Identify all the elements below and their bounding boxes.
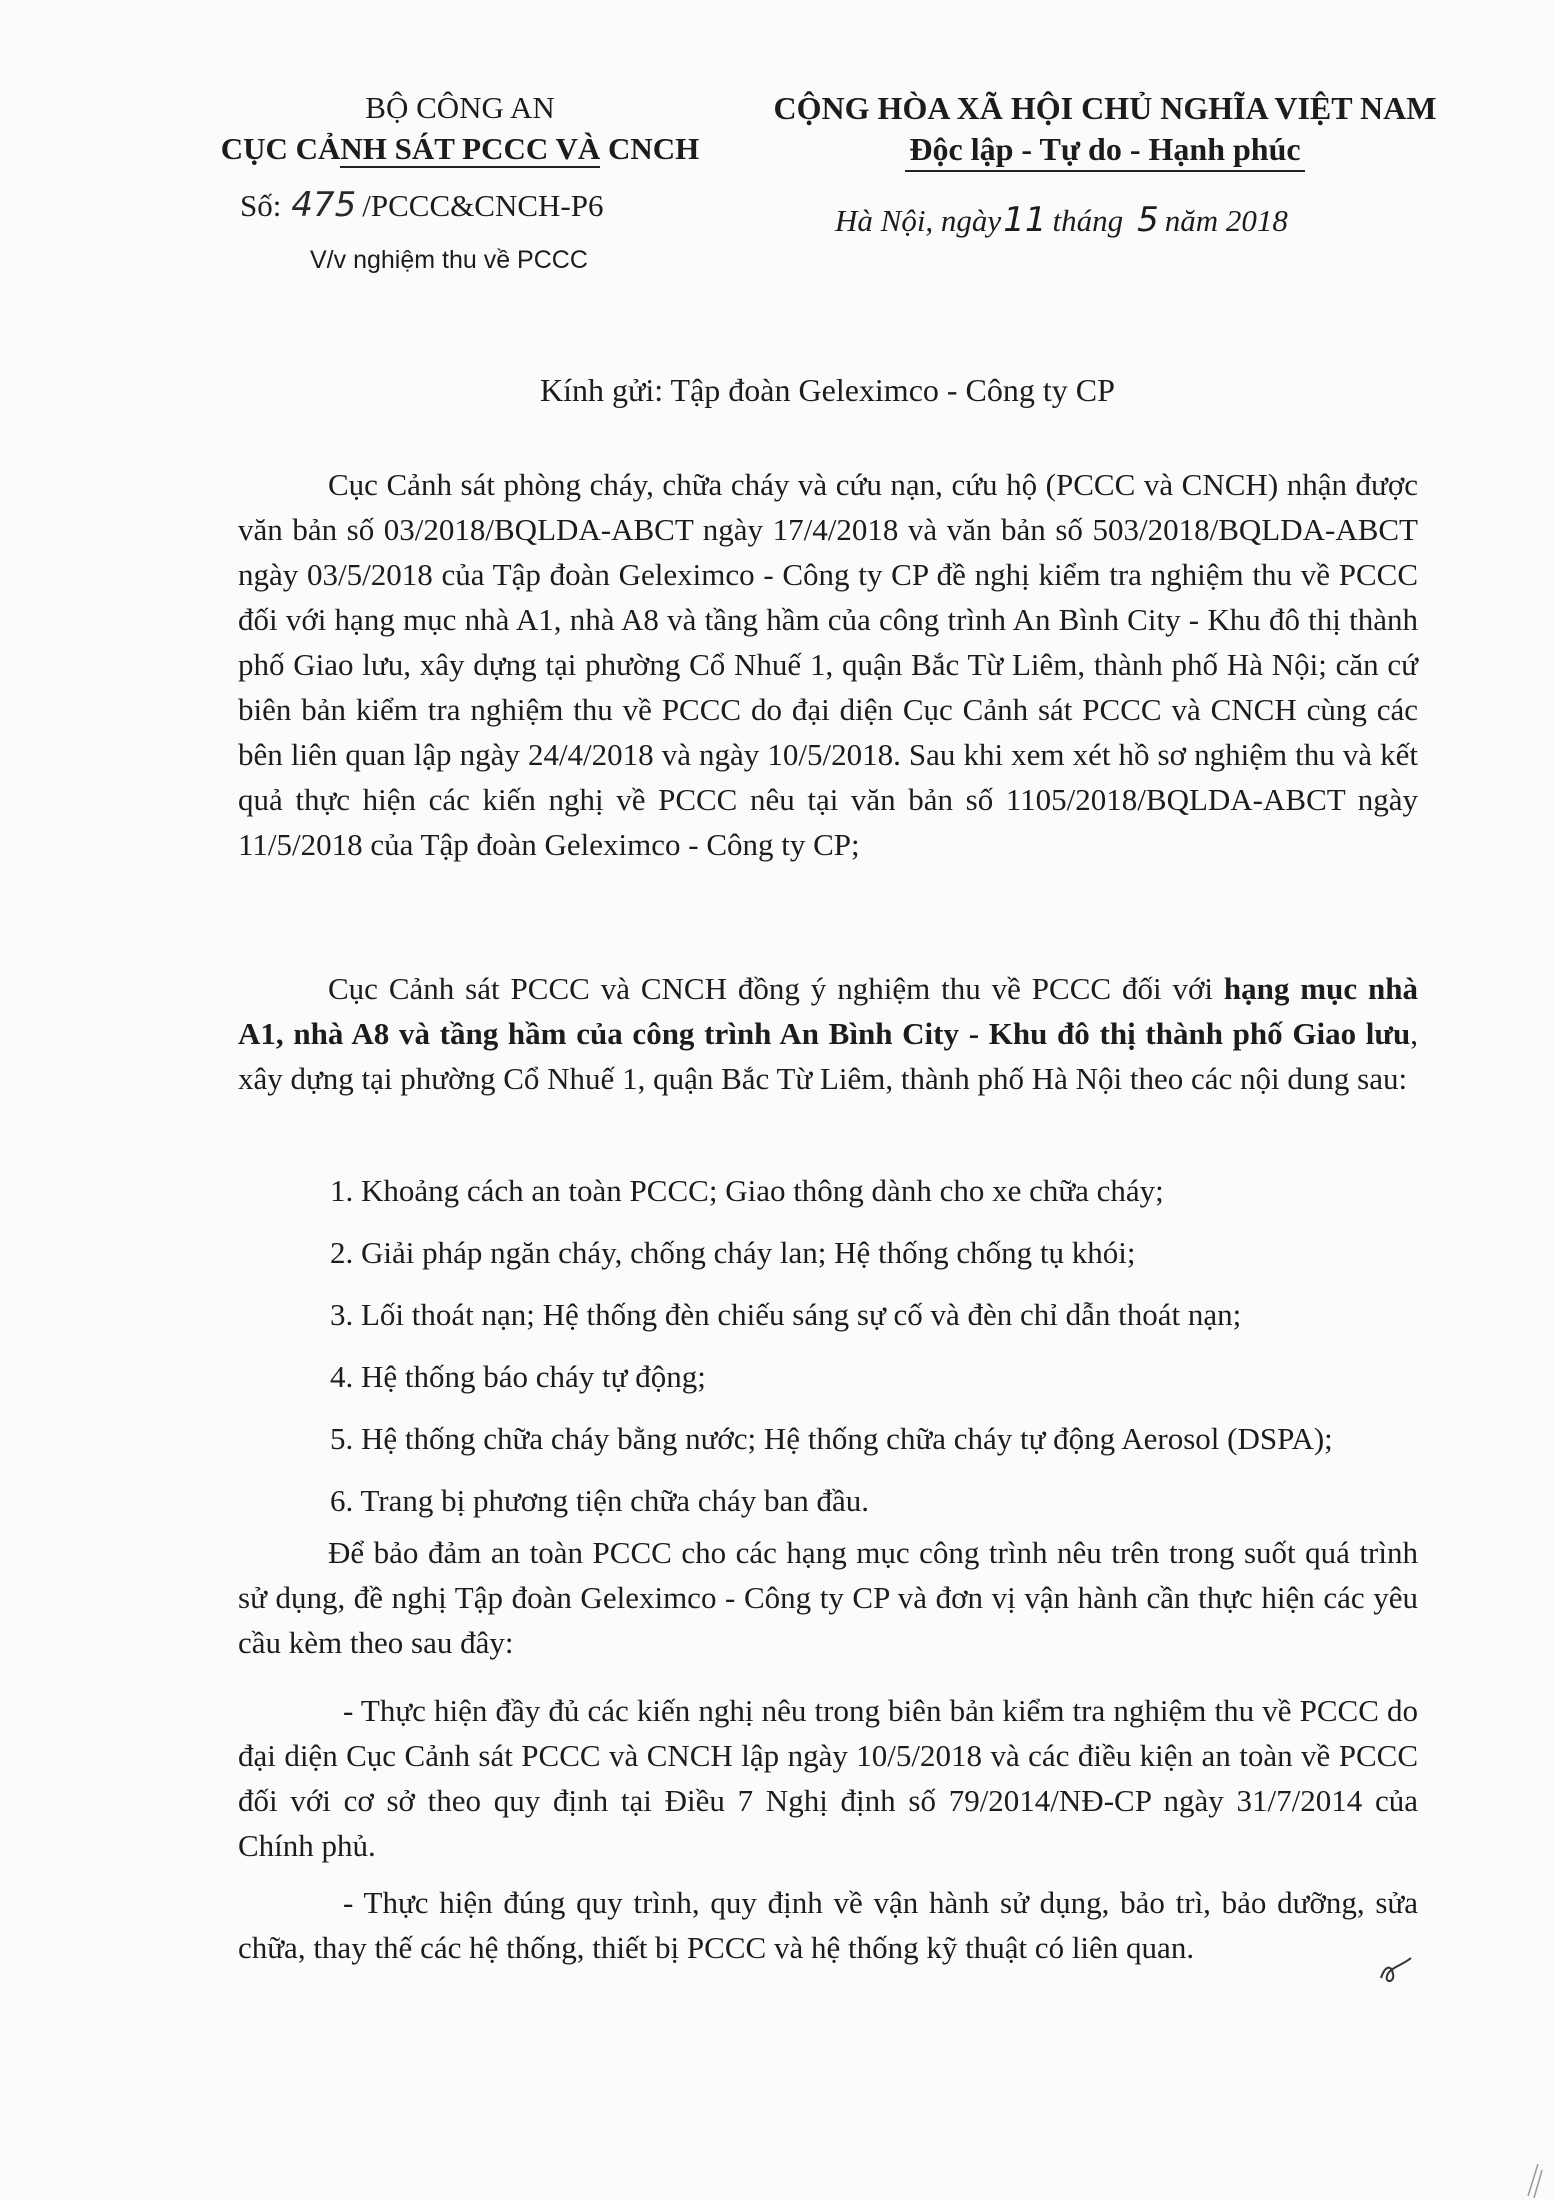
approval-project-bold: hạng mục nhà A1, nhà A8 và tầng hầm của công trình An Bình City - Khu đô thị thành phố Giao lưu (238, 971, 1418, 1051)
recipient-line: Kính gửi: Tập đoàn Geleximco - Công ty CP (540, 372, 1115, 408)
handwritten-initial-icon (1375, 1952, 1415, 1988)
date-month-handwritten: 5 (1137, 200, 1159, 240)
document-number-suffix: /PCCC&CNCH-P6 (362, 188, 604, 223)
date-prefix: Hà Nội, ngày (835, 203, 1002, 238)
ministry-name: BỘ CÔNG AN (365, 90, 555, 125)
inspection-items-list (330, 1160, 1430, 1532)
list-item: 6. Trang bị phương tiện chữa cháy ban đầu. (330, 1483, 870, 1518)
issue-date (835, 200, 1288, 240)
issuing-agency (190, 88, 730, 170)
date-day-handwritten: 11 (1003, 200, 1047, 240)
approval-rest: , xây dựng tại phường Cổ Nhuế 1, quận Bắc Từ Liêm, thành phố Hà Nội theo các nội dung sau: (238, 1016, 1418, 1096)
department-name-end: CNCH (600, 131, 700, 166)
list-item: 3. Lối thoát nạn; Hệ thống đèn chiếu sáng sự cố và đèn chỉ dẫn thoát nạn; (330, 1297, 1242, 1332)
list-item: 4. Hệ thống báo cháy tự động; (330, 1359, 706, 1394)
date-month-label: tháng (1052, 203, 1124, 238)
paragraph-approval (238, 966, 1418, 1101)
document-number (240, 185, 603, 225)
list-item: 5. Hệ thống chữa cháy bằng nước; Hệ thống chữa cháy tự động Aerosol (DSPA); (330, 1421, 1333, 1456)
document-subject: V/v nghiệm thu về PCCC (310, 246, 588, 274)
list-item: 1. Khoảng cách an toàn PCCC; Giao thông dành cho xe chữa cháy; (330, 1173, 1164, 1208)
list-item: 2. Giải pháp ngăn cháy, chống cháy lan; Hệ thống chống tụ khói; (330, 1235, 1136, 1270)
national-heading (745, 88, 1465, 172)
department-name-start: CỤC CẢ (220, 131, 341, 166)
document-number-handwritten: 475 (291, 185, 357, 225)
approval-intro: Cục Cảnh sát PCCC và CNCH đồng ý nghiệm thu về PCCC đối với (328, 971, 1224, 1006)
paragraph-requirements: Để bảo đảm an toàn PCCC cho các hạng mục công trình nêu trên trong suốt quá trình sử dụng, đề nghị Tập đoàn Geleximco - Công ty CP và đơn vị vận hành cần thực hiện các yêu cầu kèm theo sau đây: (238, 1535, 1418, 1660)
paragraph-intro: Cục Cảnh sát phòng cháy, chữa cháy và cứu nạn, cứu hộ (PCCC và CNCH) nhận được văn bản số 03/2018/BQLDA-ABCT ngày 17/4/2018 và văn bản số 503/2018/BQLDA-ABCT ngày 03/5/2018 của Tập đoàn Geleximco - Công ty CP đề nghị kiểm tra nghiệm thu về PCCC đối với hạng mục nhà A1, nhà A8 và tầng hầm của công trình An Bình City - Khu đô thị thành phố Giao lưu, xây dựng tại phường Cổ Nhuế 1, quận Bắc Từ Liêm, thành phố Hà Nội; căn cứ biên bản kiểm tra nghiệm thu về PCCC do đại diện Cục Cảnh sát PCCC và CNCH cùng các bên liên quan lập ngày 24/4/2018 và ngày 10/5/2018. Sau khi xem xét hồ sơ nghiệm thu và kết quả thực hiện các kiến nghị về PCCC nêu tại văn bản số 1105/2018/BQLDA-ABCT ngày 11/5/2018 của Tập đoàn Geleximco - Công ty CP; (238, 467, 1418, 862)
department-name-underlined: NH SÁT PCCC VÀ (340, 131, 601, 166)
national-motto: Độc lập - Tự do - Hạnh phúc (905, 128, 1304, 172)
date-year: năm 2018 (1164, 203, 1288, 238)
paragraph-requirement-1: - Thực hiện đầy đủ các kiến nghị nêu trong biên bản kiểm tra nghiệm thu về PCCC do đại diện Cục Cảnh sát PCCC và CNCH lập ngày 10/5/2018 và các điều kiện an toàn về PCCC đối với cơ sở theo quy định tại Điều 7 Nghị định số 79/2014/NĐ-CP ngày 31/7/2014 của Chính phủ. (238, 1693, 1418, 1863)
paragraph-requirement-2: - Thực hiện đúng quy trình, quy định về vận hành sử dụng, bảo trì, bảo dưỡng, sửa chữa, thay thế các hệ thống, thiết bị PCCC và hệ thống kỹ thuật có liên quan. (238, 1885, 1418, 1965)
page-corner-mark-icon (1508, 2160, 1548, 2200)
republic-name: CỘNG HÒA XÃ HỘI CHỦ NGHĨA VIỆT NAM (773, 90, 1437, 126)
department-name (190, 128, 730, 170)
document-number-label: Số: (240, 188, 282, 223)
